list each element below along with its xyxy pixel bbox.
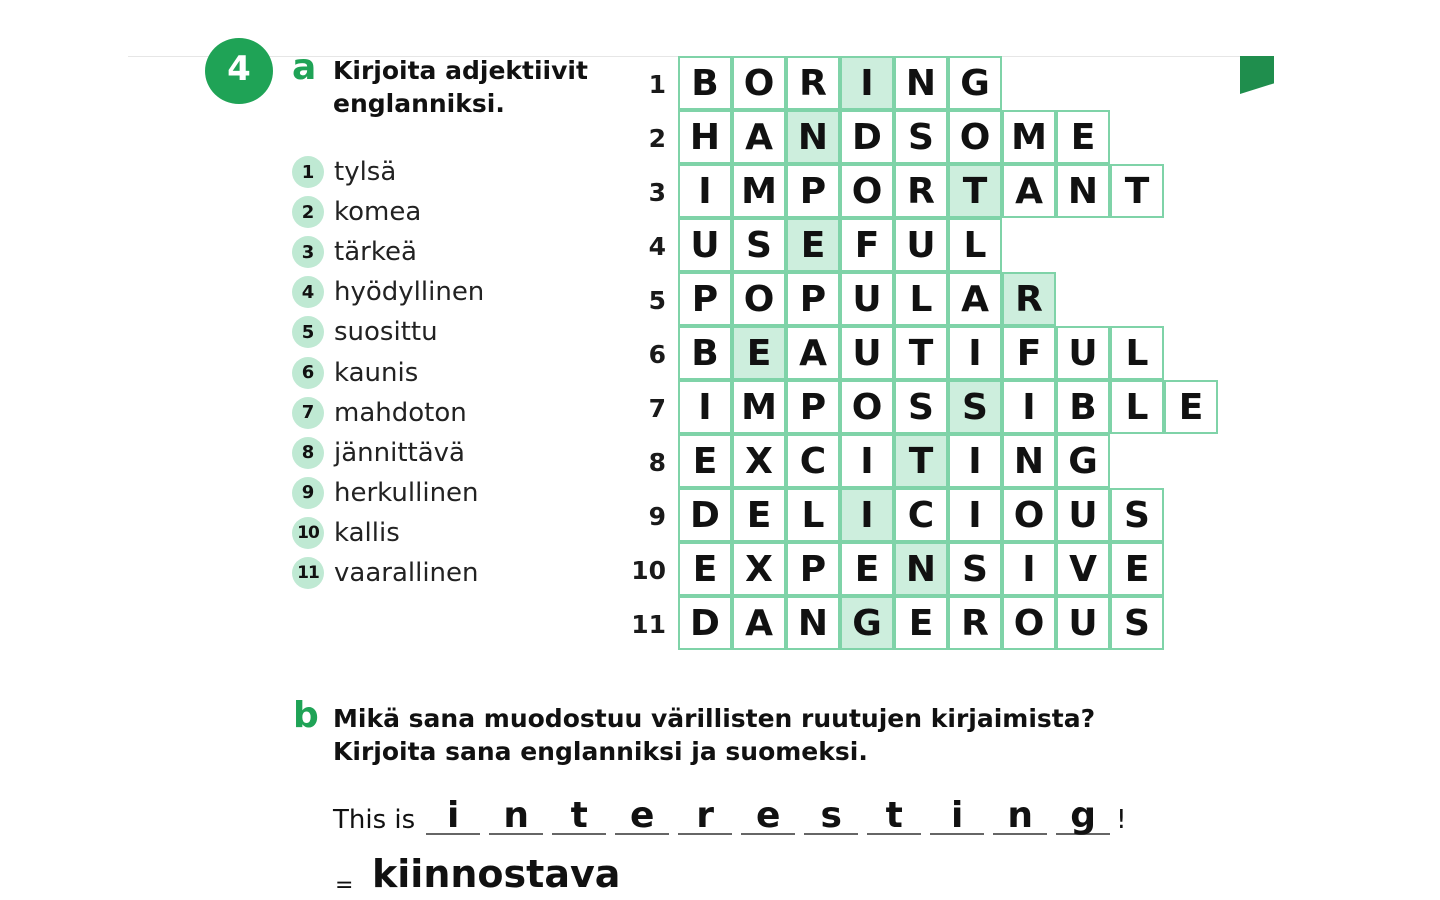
- answer-letter-slot[interactable]: n: [489, 799, 543, 835]
- grid-cell[interactable]: I: [1002, 542, 1056, 596]
- grid-cell[interactable]: A: [786, 326, 840, 380]
- grid-cell[interactable]: H: [678, 110, 732, 164]
- exercise-number-badge: 4: [205, 38, 273, 104]
- grid-cell[interactable]: V: [1056, 542, 1110, 596]
- highlighted-cell[interactable]: S: [948, 380, 1002, 434]
- highlighted-cell[interactable]: E: [732, 326, 786, 380]
- highlighted-cell[interactable]: E: [786, 218, 840, 272]
- part-b-instruction-line1: Mikä sana muodostuu värillisten ruutujen kirjaimista?: [333, 704, 1096, 733]
- grid-cell[interactable]: C: [894, 488, 948, 542]
- grid-cell[interactable]: O: [732, 56, 786, 110]
- highlighted-cell[interactable]: N: [894, 542, 948, 596]
- answer-letter-slot[interactable]: t: [552, 799, 606, 835]
- clue-list: [292, 152, 484, 593]
- grid-cell[interactable]: I: [948, 434, 1002, 488]
- grid-cell[interactable]: G: [1056, 434, 1110, 488]
- highlighted-cell[interactable]: N: [786, 110, 840, 164]
- clue-number-badge: 10: [292, 517, 324, 549]
- clue-word: tärkeä: [334, 237, 417, 268]
- grid-cell[interactable]: O: [948, 110, 1002, 164]
- grid-cell[interactable]: E: [1164, 380, 1218, 434]
- row-number: 8: [648, 448, 666, 477]
- finnish-answer[interactable]: kiinnostava: [372, 852, 621, 896]
- answer-letter-slot[interactable]: s: [804, 799, 858, 835]
- grid-cell[interactable]: A: [948, 272, 1002, 326]
- grid-cell[interactable]: A: [732, 110, 786, 164]
- highlighted-cell[interactable]: I: [840, 56, 894, 110]
- row-number: 11: [631, 610, 666, 639]
- clue-number-badge: 9: [292, 477, 324, 509]
- grid-cell[interactable]: S: [1110, 488, 1164, 542]
- page-corner-marker: [1240, 56, 1274, 94]
- grid-cell[interactable]: R: [894, 164, 948, 218]
- clue-item: [292, 192, 484, 232]
- part-a-letter: a: [292, 47, 317, 88]
- answer-suffix: !: [1116, 805, 1127, 835]
- grid-cell[interactable]: E: [678, 434, 732, 488]
- grid-cell[interactable]: P: [786, 164, 840, 218]
- grid-cell[interactable]: S: [948, 542, 1002, 596]
- grid-cell[interactable]: F: [840, 218, 894, 272]
- part-b-letter: b: [293, 695, 319, 736]
- grid-cell[interactable]: E: [894, 596, 948, 650]
- row-number: 2: [648, 124, 666, 153]
- grid-cell[interactable]: R: [948, 596, 1002, 650]
- clue-item: [292, 272, 484, 312]
- row-number: 5: [648, 286, 666, 315]
- clue-number-badge: 6: [292, 357, 324, 389]
- grid-cell[interactable]: L: [948, 218, 1002, 272]
- grid-cell[interactable]: C: [786, 434, 840, 488]
- grid-cell[interactable]: L: [1110, 380, 1164, 434]
- row-number: 1: [648, 70, 666, 99]
- clue-word: kaunis: [334, 357, 419, 388]
- clue-item: [292, 393, 484, 433]
- clue-item: [292, 312, 484, 352]
- answer-prefix: This is: [333, 805, 416, 835]
- clue-word: hyödyllinen: [334, 277, 485, 308]
- clue-item: [292, 473, 484, 513]
- grid-cell[interactable]: E: [732, 488, 786, 542]
- part-a-instruction-line2: englanniksi.: [333, 89, 505, 118]
- answer-letter-slots: [417, 795, 1110, 836]
- highlighted-cell[interactable]: T: [948, 164, 1002, 218]
- grid-cell[interactable]: O: [732, 272, 786, 326]
- clue-word: vaarallinen: [334, 557, 479, 588]
- grid-cell[interactable]: B: [1056, 380, 1110, 434]
- clue-item: [292, 352, 484, 392]
- grid-cell[interactable]: B: [678, 56, 732, 110]
- clue-word: mahdoton: [334, 397, 467, 428]
- grid-cell[interactable]: D: [840, 110, 894, 164]
- answer-letter-slot[interactable]: n: [993, 799, 1047, 835]
- clue-word: suosittu: [334, 317, 438, 348]
- clue-item: [292, 433, 484, 473]
- part-b-instruction-line2: Kirjoita sana englanniksi ja suomeksi.: [333, 737, 868, 766]
- highlighted-cell[interactable]: T: [894, 434, 948, 488]
- answer-letter-slot[interactable]: g: [1056, 799, 1110, 835]
- row-number: 6: [648, 340, 666, 369]
- grid-cell[interactable]: X: [732, 542, 786, 596]
- clue-number-badge: 5: [292, 316, 324, 348]
- grid-cell[interactable]: E: [678, 542, 732, 596]
- grid-cell[interactable]: U: [1056, 326, 1110, 380]
- grid-cell[interactable]: M: [732, 164, 786, 218]
- row-number: 3: [648, 178, 666, 207]
- answer-sentence: [333, 795, 1127, 835]
- clue-word: kallis: [334, 517, 400, 548]
- clue-number-badge: 1: [292, 156, 324, 188]
- part-a-instruction-line1: Kirjoita adjektiivit: [333, 56, 588, 85]
- answer-letter-slot[interactable]: e: [741, 799, 795, 835]
- clue-item: [292, 152, 484, 192]
- highlighted-cell[interactable]: R: [1002, 272, 1056, 326]
- clue-word: jännittävä: [334, 437, 465, 468]
- clue-item: [292, 513, 484, 553]
- grid-cell[interactable]: P: [786, 272, 840, 326]
- grid-cell[interactable]: I: [1002, 380, 1056, 434]
- grid-cell[interactable]: I: [948, 488, 1002, 542]
- grid-cell[interactable]: U: [678, 218, 732, 272]
- highlighted-cell[interactable]: I: [840, 488, 894, 542]
- grid-cell[interactable]: N: [1002, 434, 1056, 488]
- grid-cell[interactable]: P: [786, 542, 840, 596]
- grid-cell[interactable]: E: [1110, 542, 1164, 596]
- grid-cell[interactable]: F: [1002, 326, 1056, 380]
- grid-cell[interactable]: U: [1056, 596, 1110, 650]
- grid-cell[interactable]: N: [894, 56, 948, 110]
- grid-cell[interactable]: T: [1110, 164, 1164, 218]
- grid-cell[interactable]: N: [786, 596, 840, 650]
- grid-cell[interactable]: O: [1002, 596, 1056, 650]
- grid-cell[interactable]: U: [840, 326, 894, 380]
- clue-word: herkullinen: [334, 477, 479, 508]
- grid-cell[interactable]: A: [732, 596, 786, 650]
- grid-cell[interactable]: S: [732, 218, 786, 272]
- clue-number-badge: 8: [292, 437, 324, 469]
- grid-cell[interactable]: O: [840, 380, 894, 434]
- grid-cell[interactable]: I: [678, 164, 732, 218]
- answer-letter-slot[interactable]: i: [426, 799, 480, 835]
- clue-item: [292, 232, 484, 272]
- grid-cell[interactable]: M: [1002, 110, 1056, 164]
- clue-number-badge: 7: [292, 397, 324, 429]
- grid-cell[interactable]: E: [1056, 110, 1110, 164]
- clue-number-badge: 11: [292, 557, 324, 589]
- grid-cell[interactable]: S: [894, 110, 948, 164]
- grid-cell[interactable]: I: [948, 326, 1002, 380]
- grid-cell[interactable]: P: [678, 272, 732, 326]
- grid-cell[interactable]: M: [732, 380, 786, 434]
- grid-cell[interactable]: I: [678, 380, 732, 434]
- grid-cell[interactable]: B: [678, 326, 732, 380]
- grid-cell[interactable]: U: [840, 272, 894, 326]
- grid-cell[interactable]: S: [894, 380, 948, 434]
- grid-cell[interactable]: T: [894, 326, 948, 380]
- grid-cell[interactable]: X: [732, 434, 786, 488]
- part-a-instruction: [333, 54, 588, 120]
- grid-cell[interactable]: A: [1002, 164, 1056, 218]
- grid-cell[interactable]: D: [678, 596, 732, 650]
- grid-cell[interactable]: O: [840, 164, 894, 218]
- part-b-instruction: [333, 702, 1095, 768]
- grid-cell[interactable]: P: [786, 380, 840, 434]
- grid-cell[interactable]: G: [948, 56, 1002, 110]
- clue-number-badge: 4: [292, 276, 324, 308]
- grid-cell[interactable]: R: [786, 56, 840, 110]
- grid-cell[interactable]: I: [840, 434, 894, 488]
- grid-cell[interactable]: D: [678, 488, 732, 542]
- answer-letter-slot[interactable]: i: [930, 799, 984, 835]
- grid-cell[interactable]: N: [1056, 164, 1110, 218]
- grid-cell[interactable]: O: [1002, 488, 1056, 542]
- grid-cell[interactable]: L: [894, 272, 948, 326]
- grid-cell[interactable]: L: [1110, 326, 1164, 380]
- answer-letter-slot[interactable]: r: [678, 799, 732, 835]
- grid-cell[interactable]: L: [786, 488, 840, 542]
- grid-cell[interactable]: U: [894, 218, 948, 272]
- answer-letter-slot[interactable]: e: [615, 799, 669, 835]
- equals-sign: =: [335, 873, 354, 898]
- answer-letter-slot[interactable]: t: [867, 799, 921, 835]
- row-number: 10: [631, 556, 666, 585]
- clue-word: tylsä: [334, 157, 397, 188]
- clue-number-badge: 2: [292, 196, 324, 228]
- grid-cell[interactable]: U: [1056, 488, 1110, 542]
- highlighted-cell[interactable]: G: [840, 596, 894, 650]
- clue-number-badge: 3: [292, 236, 324, 268]
- row-number: 4: [648, 232, 666, 261]
- clue-item: [292, 553, 484, 593]
- grid-cell[interactable]: S: [1110, 596, 1164, 650]
- grid-cell[interactable]: E: [840, 542, 894, 596]
- row-number: 7: [648, 394, 666, 423]
- row-number: 9: [648, 502, 666, 531]
- clue-word: komea: [334, 197, 422, 228]
